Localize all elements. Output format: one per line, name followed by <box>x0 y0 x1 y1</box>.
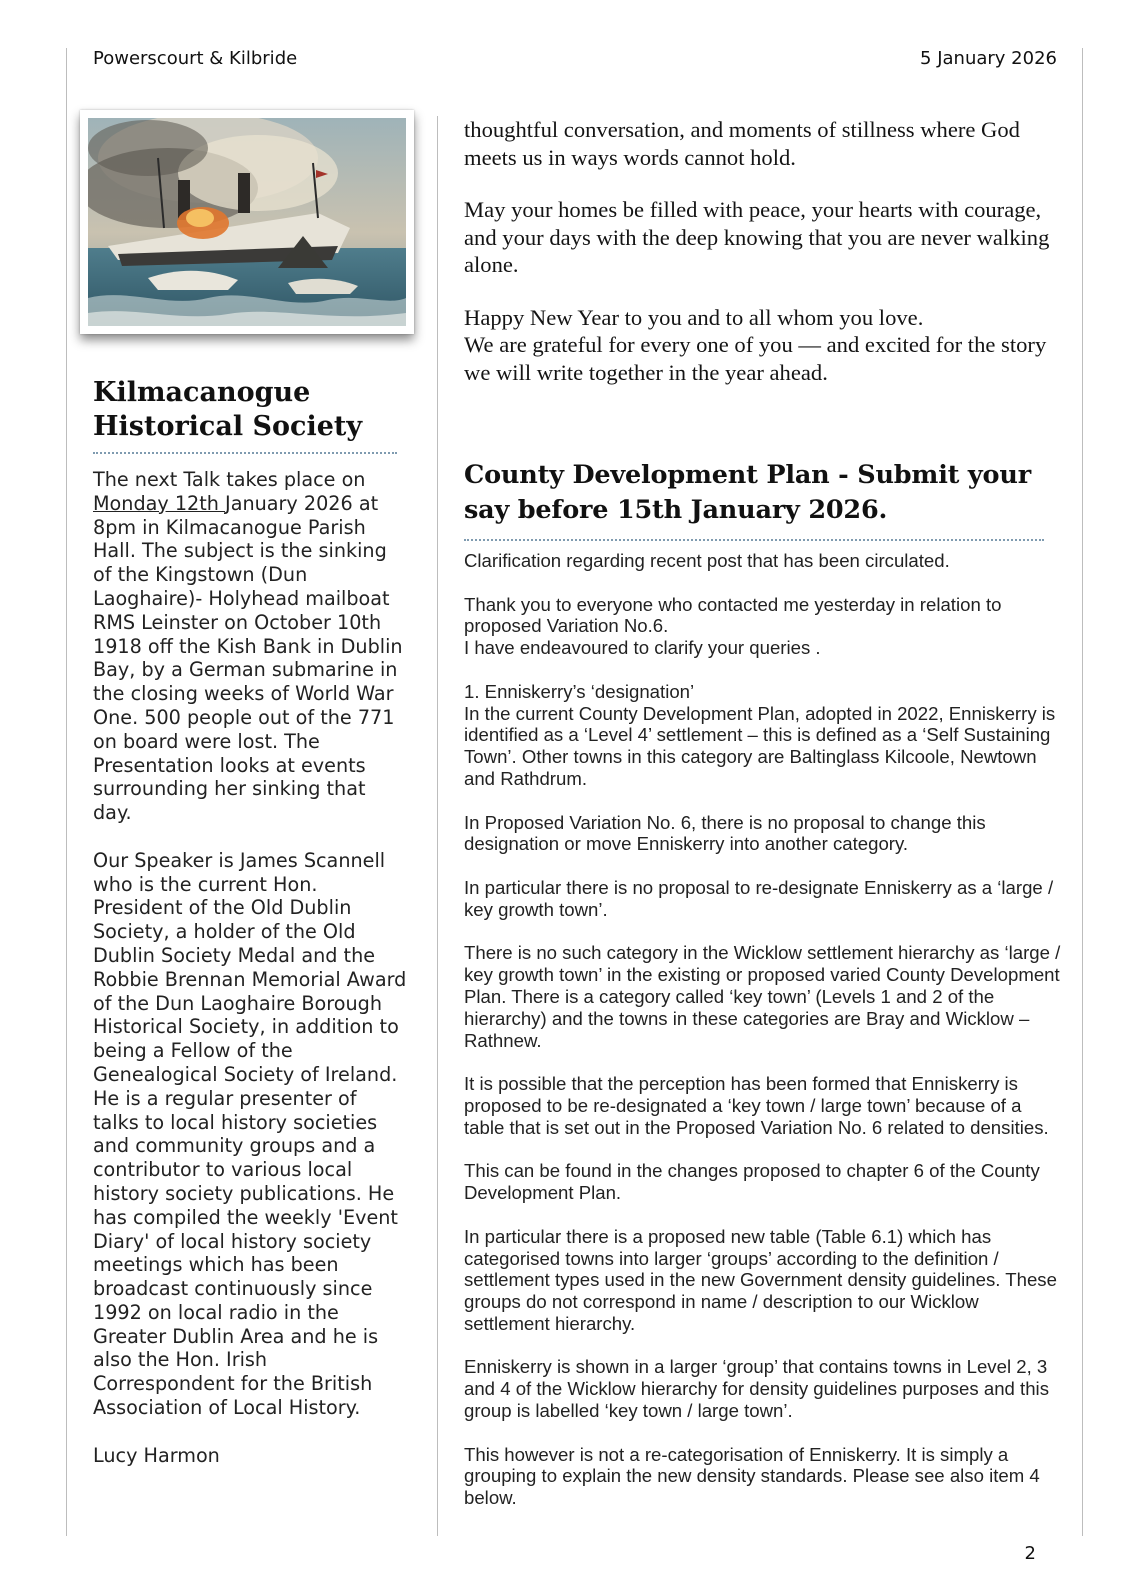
designation-paragraph <box>464 681 1064 790</box>
header-parish-name: Powerscourt & Kilbride <box>93 48 298 69</box>
designation-text: In the current County Development Plan, adopted in 2022, Enniskerry is identified as a ‘Level 4’ settlement – this is defined as a ‘Self Sustaining Town’. Other towns in this category are Baltinglass Kilcoole, Newtown and Rathdrum. <box>464 702 1056 789</box>
message-paragraph-1: thoughtful conversation, and moments of stillness where God meets us in ways words cannot hold. <box>464 117 1020 170</box>
development-plan-title: County Development Plan - Submit your say before 15th January 2026. <box>464 460 1031 525</box>
larger-group-paragraph: Enniskerry is shown in a larger ‘group’ that contains towns in Level 2, 3 and 4 of the Wicklow hierarchy for density guidelines purposes and this group is labelled ‘key town / large town’. <box>464 1356 1049 1422</box>
article-signature: Lucy Harmon <box>93 1443 220 1467</box>
message-paragraph-2: May your homes be filled with peace, your hearts with courage, and your days with the deep knowing that you are never walking alone. <box>464 197 1050 277</box>
historical-society-title-line2: Historical Society <box>93 411 363 442</box>
header-date: 5 January 2026 <box>920 48 1057 69</box>
page-number: 2 <box>1024 1543 1036 1564</box>
talk-intro-text: The next Talk takes place on <box>93 468 366 491</box>
message-line-grateful: We are grateful for every one of you — and excited for the story we will write together in the year ahead. <box>464 332 1047 385</box>
endeavoured-line: I have endeavoured to clarify your queries . <box>464 637 821 659</box>
thank-you-line: Thank you to everyone who contacted me yesterday in relation to proposed Variation No.6. <box>464 593 1002 637</box>
development-plan-article <box>464 550 1064 1531</box>
talk-details-text: January 2026 at 8pm in Kilmacanogue Parish Hall. The subject is the sinking of the Kingstown (Dun Laoghaire)- Holyhead mailboat RMS Leinster on October 10th 1918 off the Kish Bank in Dublin Bay, by a German submarine in the closing weeks of World War One. 500 people out of the 771 on board were lost. The Presentation looks at events surrounding her sinking that day. <box>93 491 403 825</box>
talk-date-underlined: Monday 12th <box>93 491 226 515</box>
message-line-happy-new-year: Happy New Year to you and to all whom you love. <box>464 304 924 330</box>
chapter-6-paragraph: This can be found in the changes proposed to chapter 6 of the County Development Plan. <box>464 1160 1040 1204</box>
left-title-dotted-rule <box>93 452 397 454</box>
ship-painting-photo <box>80 110 414 334</box>
table-6-1-paragraph: In particular there is a proposed new table (Table 6.1) which has categorised towns into larger ‘groups’ according to the definition / settlement types used in the new Government density guidelines. These groups do not correspond in name / description to our Wicklow settlement hierarchy. <box>464 1225 1057 1334</box>
right-title-dotted-rule <box>464 539 1044 541</box>
variation-paragraph: In Proposed Variation No. 6, there is no proposal to change this designation or move Enniskerry into another category. <box>464 811 986 855</box>
perception-paragraph: It is possible that the perception has been formed that Enniskerry is proposed to be re-designated a ‘key town / large town’ because of a table that is set out in the Proposed Variation No. 6 related to densities. <box>464 1073 1049 1138</box>
historical-society-title <box>93 376 423 444</box>
left-margin-rule <box>66 48 67 1536</box>
hierarchy-paragraph: There is no such category in the Wicklow settlement hierarchy as ‘large / key growth town’ in the existing or proposed varied County Development Plan. There is a category called ‘key town’ (Levels 1 and 2 of the hierarchy) and the towns in these categories are Bray and Wicklow – Rathnew. <box>464 942 1061 1051</box>
talk-announcement-paragraph <box>93 468 408 825</box>
column-divider <box>437 116 438 1536</box>
historical-society-title-line1: Kilmacanogue <box>93 377 311 408</box>
right-margin-rule <box>1082 48 1083 1536</box>
speaker-bio-paragraph: Our Speaker is James Scannell who is the current Hon. President of the Old Dublin Society, a holder of the Old Dublin Society Medal and the Robbie Brennan Memorial Award of the Dun Laoghaire Borough Historical Society, in addition to being a Fellow of the Genealogical Society of Ireland. He is a regular presenter of talks to local history societies and community groups and a contributor to various local history society publications. He has compiled the weekly 'Event Diary' of local history society meetings which has been broadcast continuously since 1992 on local radio in the Greater Dublin Area and he is also the Hon. Irish Correspondent for the British Association of Local History. <box>93 848 407 1420</box>
new-year-message <box>464 116 1054 411</box>
historical-society-article <box>93 468 408 1491</box>
no-redesignation-paragraph: In particular there is no proposal to re-designate Enniskerry as a ‘large / key growth town’. <box>464 876 1054 920</box>
not-recategorisation-paragraph: This however is not a re-categorisation of Enniskerry. It is simply a grouping to explain the new density standards. Please see also item 4 below. <box>464 1443 1040 1509</box>
clarification-paragraph: Clarification regarding recent post that has been circulated. <box>464 550 950 571</box>
ship-sinking-illustration <box>88 118 406 326</box>
message-paragraph-3 <box>464 304 1054 387</box>
designation-heading: 1. Enniskerry’s ‘designation’ <box>464 680 695 702</box>
thank-you-paragraph <box>464 594 1064 659</box>
